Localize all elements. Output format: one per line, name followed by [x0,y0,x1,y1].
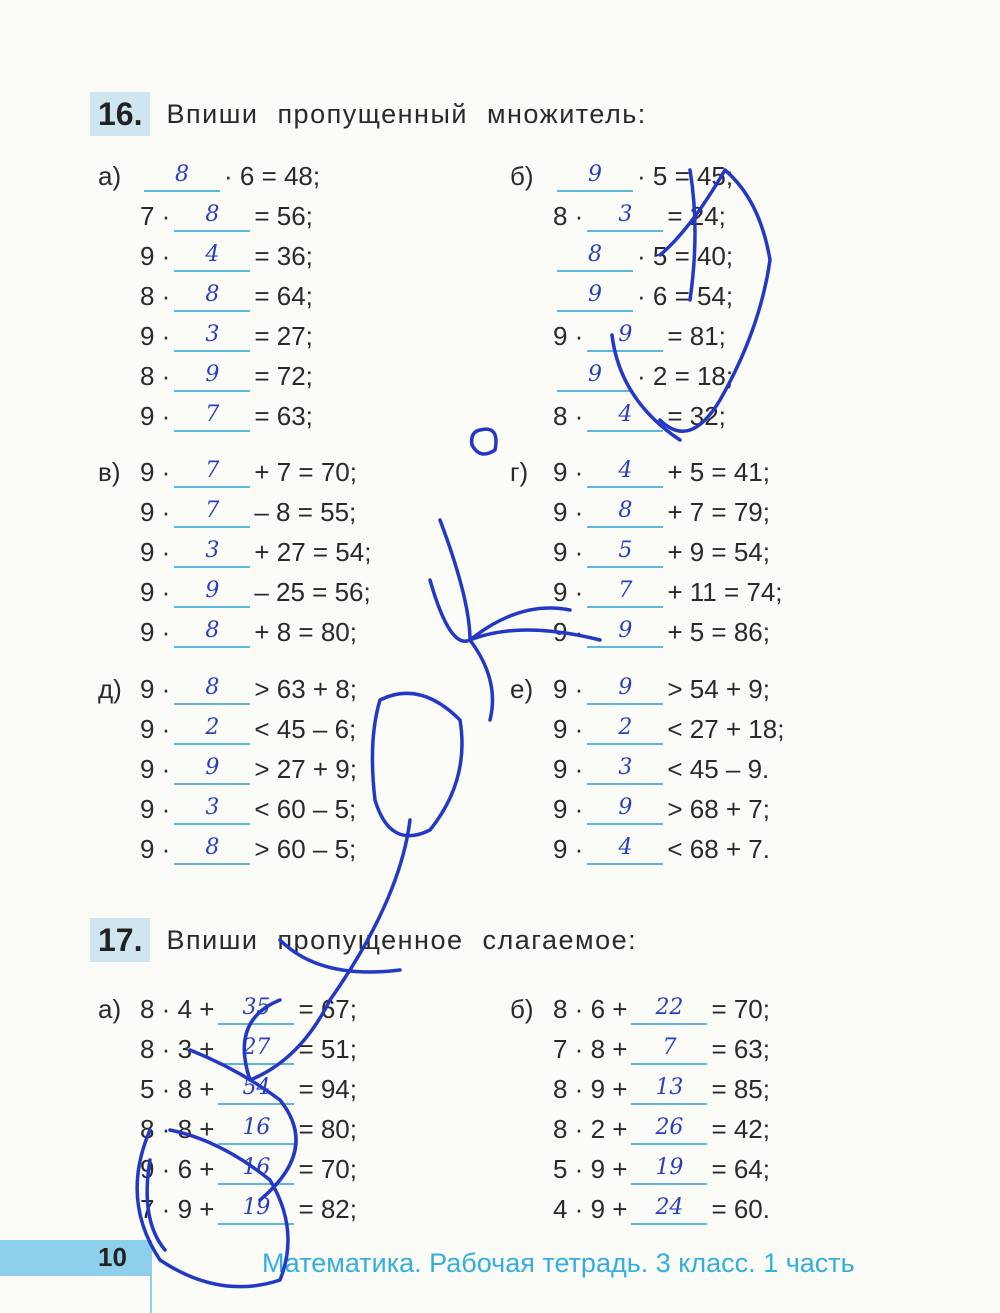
equation-right: = 85; [711,1073,770,1104]
answer-blank[interactable]: 9 [557,360,633,392]
equation-left: 8 · [140,360,171,391]
equation-left: 9 · [140,793,171,824]
answer-blank[interactable]: 9 [587,616,663,648]
equation-right: + 8 = 80; [254,616,357,647]
equation-left: 9 · [553,616,584,647]
equation-left: 9 · [140,673,171,704]
equation-right: = 70; [711,993,770,1024]
equation-right: + 7 = 70; [254,456,357,487]
footer-bar [0,1240,150,1276]
equation-row [553,397,726,435]
equation-left: 7 · [140,200,171,231]
equation-right: > 60 – 5; [254,833,357,864]
answer-blank[interactable]: 4 [587,400,663,432]
equation-row [553,277,733,315]
equation-right: > 68 + 7; [667,793,770,824]
answer-blank[interactable]: 27 [218,1033,294,1065]
equation-right: · 5 = 45; [637,160,734,191]
equation-row [140,277,313,315]
equation-row [140,197,313,235]
section-label-16-v: в) [98,456,121,487]
answer-blank[interactable]: 35 [218,993,294,1025]
equation-left: 5 · 8 + [140,1073,215,1104]
equation-right: > 27 + 9; [254,753,357,784]
equation-row [553,453,770,491]
section-label-17-a: а) [98,993,122,1024]
equation-left: 9 · [553,456,584,487]
equation-right: + 5 = 41; [667,456,770,487]
equation-row [553,357,733,395]
equation-row [140,1110,357,1148]
answer-blank[interactable]: 9 [587,320,663,352]
equation-right: = 36; [254,240,313,271]
section-label-16-e: е) [510,673,534,704]
answer-blank[interactable]: 9 [174,360,250,392]
equation-row [140,317,313,355]
equation-left: 8 · [553,400,584,431]
answer-blank[interactable]: 3 [174,793,250,825]
section-label-17-b: б) [510,993,534,1024]
equation-row [140,453,357,491]
equation-row [140,357,313,395]
answer-blank[interactable]: 8 [587,496,663,528]
equation-row [553,790,770,828]
equation-right: = 94; [298,1073,357,1104]
answer-blank[interactable]: 9 [174,753,250,785]
equation-right: < 60 – 5; [254,793,357,824]
equation-left: 9 · [553,320,584,351]
equation-row [140,750,357,788]
equation-left: 9 · [140,320,171,351]
answer-blank[interactable]: 3 [587,200,663,232]
equation-right: > 63 + 8; [254,673,357,704]
equation-row [140,613,357,651]
equation-row [553,493,770,531]
equation-right: – 25 = 56; [254,576,371,607]
equation-left: 8 · 6 + [553,993,628,1024]
equation-row [140,710,356,748]
equation-right: = 24; [667,200,726,231]
equation-left: 9 · [553,496,584,527]
equation-row [140,790,356,828]
equation-row [553,670,770,708]
answer-blank[interactable]: 16 [218,1113,294,1145]
equation-row [553,1070,770,1108]
answer-blank[interactable]: 22 [631,993,707,1025]
equation-row [553,573,783,611]
equation-right: > 54 + 9; [667,673,770,704]
answer-blank[interactable]: 13 [631,1073,707,1105]
equation-right: + 7 = 79; [667,496,770,527]
equation-row [140,830,356,868]
equation-row [553,830,770,868]
answer-blank[interactable]: 9 [557,160,633,192]
equation-left: 4 · 9 + [553,1193,628,1224]
equation-left: 9 · [553,673,584,704]
task-17-number: 17. [90,918,150,962]
equation-right: = 60. [711,1193,770,1224]
equation-left: 7 · 8 + [553,1033,628,1064]
equation-row [553,710,784,748]
equation-row [553,157,733,195]
answer-blank[interactable]: 8 [174,200,250,232]
equation-row [140,990,357,1028]
task-17-title: Впиши пропущенное слагаемое: [166,924,638,955]
task-16-number: 16. [90,92,150,136]
equation-right: = 32; [667,400,726,431]
equation-left: 9 · [140,240,171,271]
answer-blank[interactable]: 9 [174,576,250,608]
equation-right: = 64; [711,1153,770,1184]
equation-row [553,237,733,275]
equation-right: = 51; [298,1033,357,1064]
equation-right: = 67; [298,993,357,1024]
equation-right: + 5 = 86; [667,616,770,647]
equation-right: + 11 = 74; [667,576,783,607]
section-label-16-d: д) [98,673,122,704]
equation-row [140,533,371,571]
answer-blank[interactable]: 4 [587,833,663,865]
equation-right: < 27 + 18; [667,713,785,744]
equation-row [140,237,313,275]
equation-left: 8 · 2 + [553,1113,628,1144]
equation-row [140,157,320,195]
equation-right: = 72; [254,360,313,391]
answer-blank[interactable]: 8 [557,240,633,272]
equation-row [553,197,726,235]
answer-blank[interactable]: 24 [631,1193,707,1225]
equation-right: · 6 = 54; [637,280,734,311]
equation-row [140,493,356,531]
equation-right: = 63; [711,1033,770,1064]
answer-blank[interactable]: 54 [218,1073,294,1105]
equation-right: < 45 – 6; [254,713,357,744]
equation-row [553,533,770,571]
equation-right: · 5 = 40; [637,240,734,271]
answer-blank[interactable]: 7 [174,456,250,488]
equation-left: 9 · [553,753,584,784]
equation-left: 8 · 4 + [140,993,215,1024]
task-17-header [90,918,637,962]
equation-row [140,670,357,708]
answer-blank[interactable]: 2 [174,713,250,745]
equation-left: 9 · [140,833,171,864]
equation-left: 9 · [553,833,584,864]
equation-right: · 2 = 18; [637,360,734,391]
equation-left: 8 · [140,280,171,311]
equation-right: = 82; [298,1193,357,1224]
equation-right: · 6 = 48; [224,160,321,191]
equation-row [553,1190,770,1228]
equation-row [553,317,726,355]
equation-left: 8 · 8 + [140,1113,215,1144]
answer-blank[interactable]: 8 [174,833,250,865]
answer-blank[interactable]: 5 [587,536,663,568]
equation-row [553,1150,770,1188]
answer-blank[interactable]: 9 [557,280,633,312]
answer-blank[interactable]: 4 [587,456,663,488]
equation-row [140,1030,357,1068]
equation-left: 9 · [553,793,584,824]
answer-blank[interactable]: 7 [174,496,250,528]
equation-left: 9 · [553,576,584,607]
equation-right: = 70; [298,1153,357,1184]
answer-blank[interactable]: 26 [631,1113,707,1145]
equation-left: 8 · [553,200,584,231]
section-label-16-a: а) [98,160,122,191]
equation-right: – 8 = 55; [254,496,357,527]
equation-right: + 27 = 54; [254,536,372,567]
answer-blank[interactable]: 16 [218,1153,294,1185]
answer-blank[interactable]: 4 [174,240,250,272]
equation-row [553,1110,770,1148]
answer-blank[interactable]: 7 [174,400,250,432]
footer-title: Математика. Рабочая тетрадь. 3 класс. 1 часть [262,1248,855,1278]
answer-blank[interactable]: 9 [587,673,663,705]
equation-left: 8 · 3 + [140,1033,215,1064]
equation-row [140,1070,357,1108]
equation-left: 9 · [140,713,171,744]
answer-blank[interactable]: 7 [587,576,663,608]
section-label-16-b: б) [510,160,534,191]
equation-left: 9 · [140,456,171,487]
equation-left: 9 · [553,536,584,567]
answer-blank[interactable]: 7 [631,1033,707,1065]
answer-blank[interactable]: 3 [174,536,250,568]
page-number: 10 [98,1242,127,1272]
answer-blank[interactable]: 19 [631,1153,707,1185]
equation-left: 9 · [553,713,584,744]
equation-row [140,1150,357,1188]
equation-row [553,990,770,1028]
answer-blank[interactable]: 9 [587,793,663,825]
equation-left: 9 · [140,496,171,527]
footer-divider [150,1240,152,1313]
answer-blank[interactable]: 8 [174,673,250,705]
answer-blank[interactable]: 3 [587,753,663,785]
equation-right: = 64; [254,280,313,311]
equation-right: = 80; [298,1113,357,1144]
equation-row [140,1190,357,1228]
equation-right: < 45 – 9. [667,753,770,784]
answer-blank[interactable]: 8 [144,160,220,192]
section-label-16-g: г) [510,456,529,487]
equation-left: 8 · 9 + [553,1073,628,1104]
equation-row [553,613,770,651]
equation-left: 9 · [140,753,171,784]
equation-left: 9 · [140,616,171,647]
equation-left: 9 · [140,400,171,431]
equation-right: = 42; [711,1113,770,1144]
equation-right: = 63; [254,400,313,431]
answer-blank[interactable]: 8 [174,280,250,312]
equation-right: = 27; [254,320,313,351]
equation-row [140,397,313,435]
task-16-header [90,92,647,136]
answer-blank[interactable]: 3 [174,320,250,352]
equation-row [140,573,371,611]
equation-left: 7 · 9 + [140,1193,215,1224]
equation-right: = 81; [667,320,726,351]
equation-right: < 68 + 7. [667,833,770,864]
answer-blank[interactable]: 8 [174,616,250,648]
equation-row [553,1030,770,1068]
answer-blank[interactable]: 2 [587,713,663,745]
equation-left: 9 · [140,536,171,567]
answer-blank[interactable]: 19 [218,1193,294,1225]
equation-row [553,750,769,788]
equation-left: 9 · 6 + [140,1153,215,1184]
equation-right: + 9 = 54; [667,536,770,567]
equation-right: = 56; [254,200,313,231]
equation-left: 9 · [140,576,171,607]
equation-left: 5 · 9 + [553,1153,628,1184]
task-16-title: Впиши пропущенный множитель: [166,98,647,129]
